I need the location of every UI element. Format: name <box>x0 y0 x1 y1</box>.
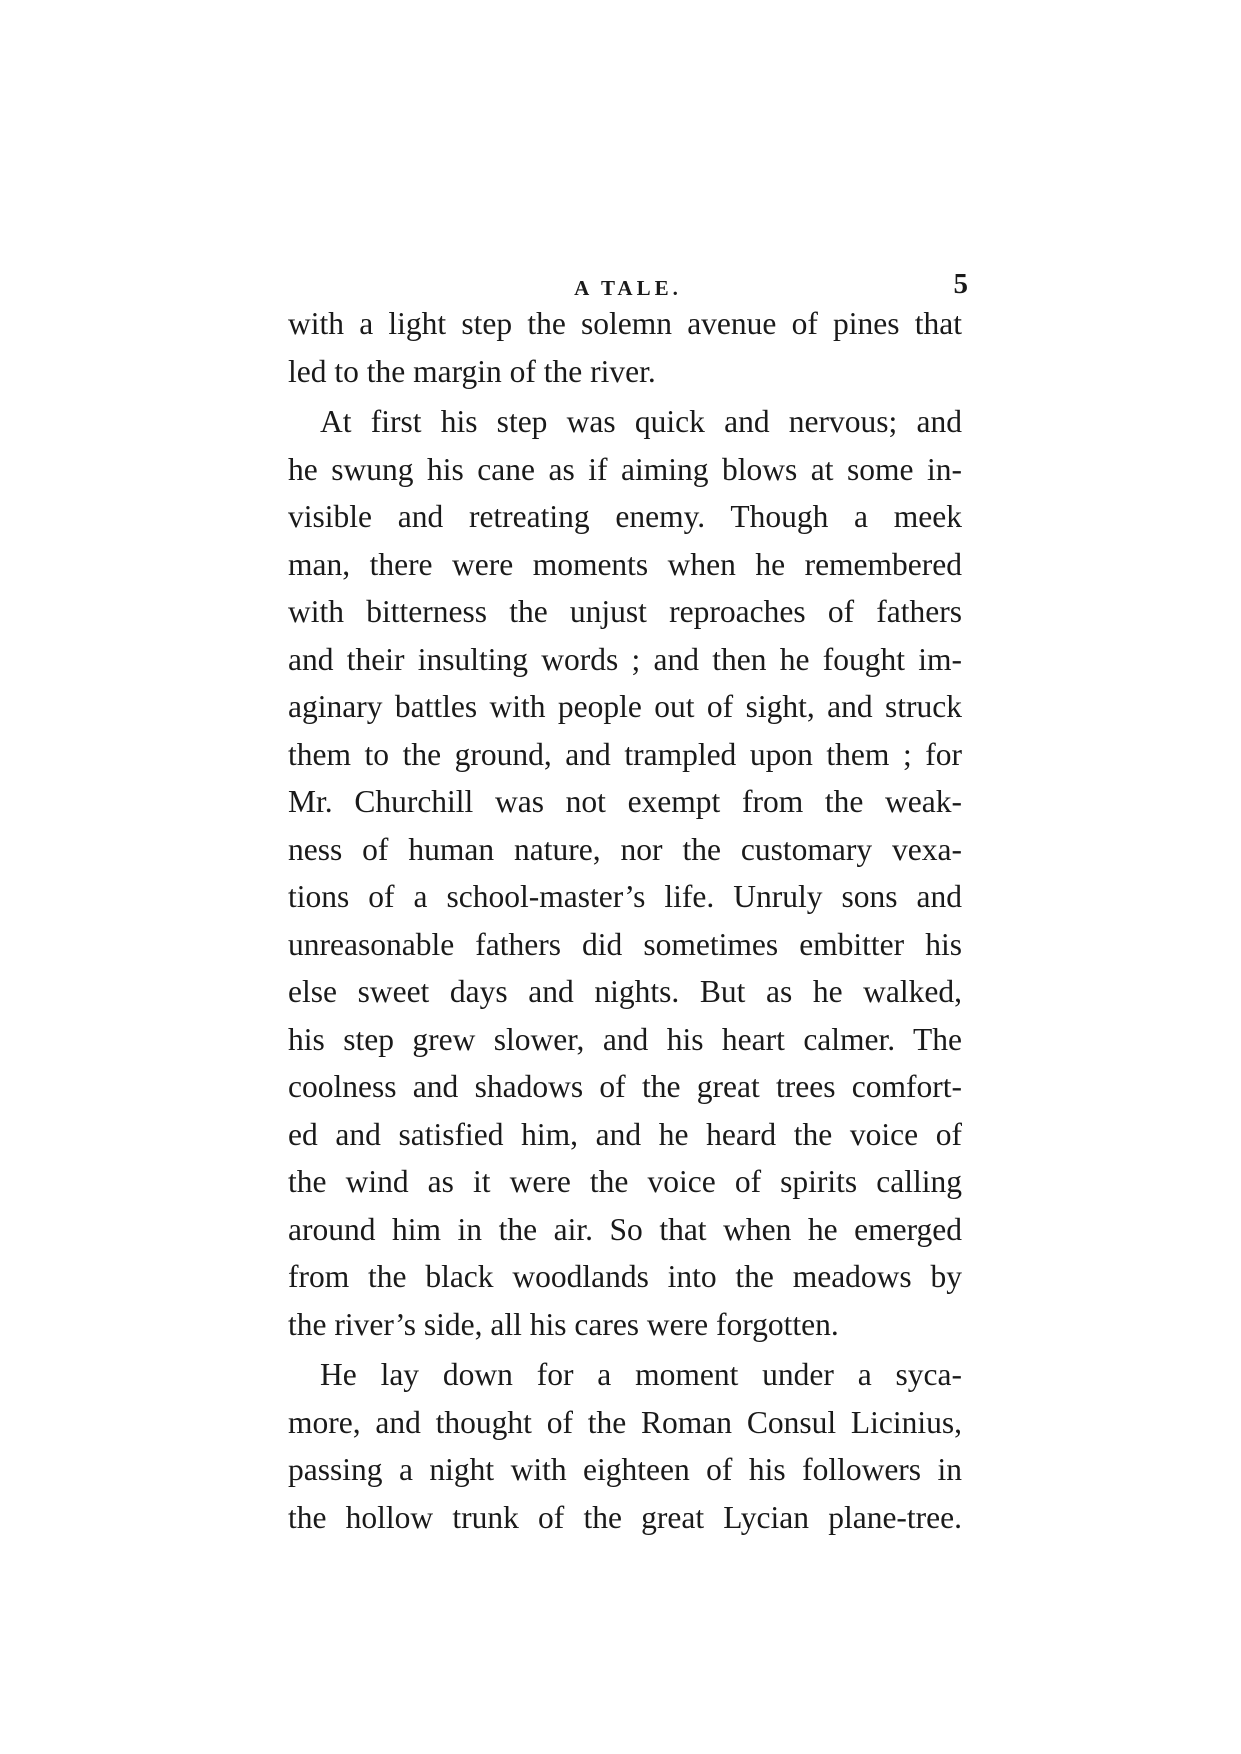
text-line: At first his step was quick and nervous; and <box>320 404 962 439</box>
paragraph <box>288 398 962 1348</box>
text-line: with a light step the solemn avenue of pines that <box>288 306 962 341</box>
text-line: and their insulting words ; and then he fought im- <box>288 641 962 677</box>
text-line: them to the ground, and trampled upon them ; for <box>288 736 962 772</box>
text-line: ness of human nature, nor the customary vexa- <box>288 831 962 867</box>
paragraph <box>288 300 962 395</box>
text-line: around him in the air. So that when he emerged <box>288 1211 962 1247</box>
body-text <box>288 300 962 1541</box>
text-line: visible and retreating enemy. Though a meek <box>288 499 962 534</box>
text-line: ed and satisfied him, and he heard the voice of <box>288 1116 962 1152</box>
text-line: man, there were moments when he remembered <box>288 546 962 582</box>
text-line: else sweet days and nights. But as he walked, <box>288 974 962 1009</box>
text-line: he swung his cane as if aiming blows at some in- <box>288 451 962 487</box>
text-line: aginary battles with people out of sight, and struck <box>288 689 962 724</box>
text-line: tions of a school-master’s life. Unruly sons and <box>288 879 962 914</box>
text-line: his step grew slower, and his heart calmer. The <box>288 1021 962 1057</box>
text-line: led to the margin of the river. <box>288 353 656 389</box>
text-line: more, and thought of the Roman Consul Licinius, <box>288 1404 962 1440</box>
text-line: coolness and shadows of the great trees comfort- <box>288 1069 962 1104</box>
text-line: from the black woodlands into the meadows by <box>288 1259 962 1294</box>
paragraph <box>288 1351 962 1541</box>
text-line: with bitterness the unjust reproaches of fathers <box>288 594 962 629</box>
text-line: the hollow trunk of the great Lycian plane-tree. <box>288 1499 962 1535</box>
text-line: passing a night with eighteen of his followers in <box>288 1452 962 1487</box>
text-line: the wind as it were the voice of spirits calling <box>288 1164 962 1199</box>
text-line: Mr. Churchill was not exempt from the weak- <box>288 784 962 819</box>
text-line: unreasonable fathers did sometimes embitter his <box>288 926 962 962</box>
running-title: A TALE. <box>574 276 682 300</box>
text-line: He lay down for a moment under a syca- <box>320 1357 962 1392</box>
page-number: 5 <box>953 268 968 300</box>
text-line: the river’s side, all his cares were forgotten. <box>288 1306 839 1342</box>
